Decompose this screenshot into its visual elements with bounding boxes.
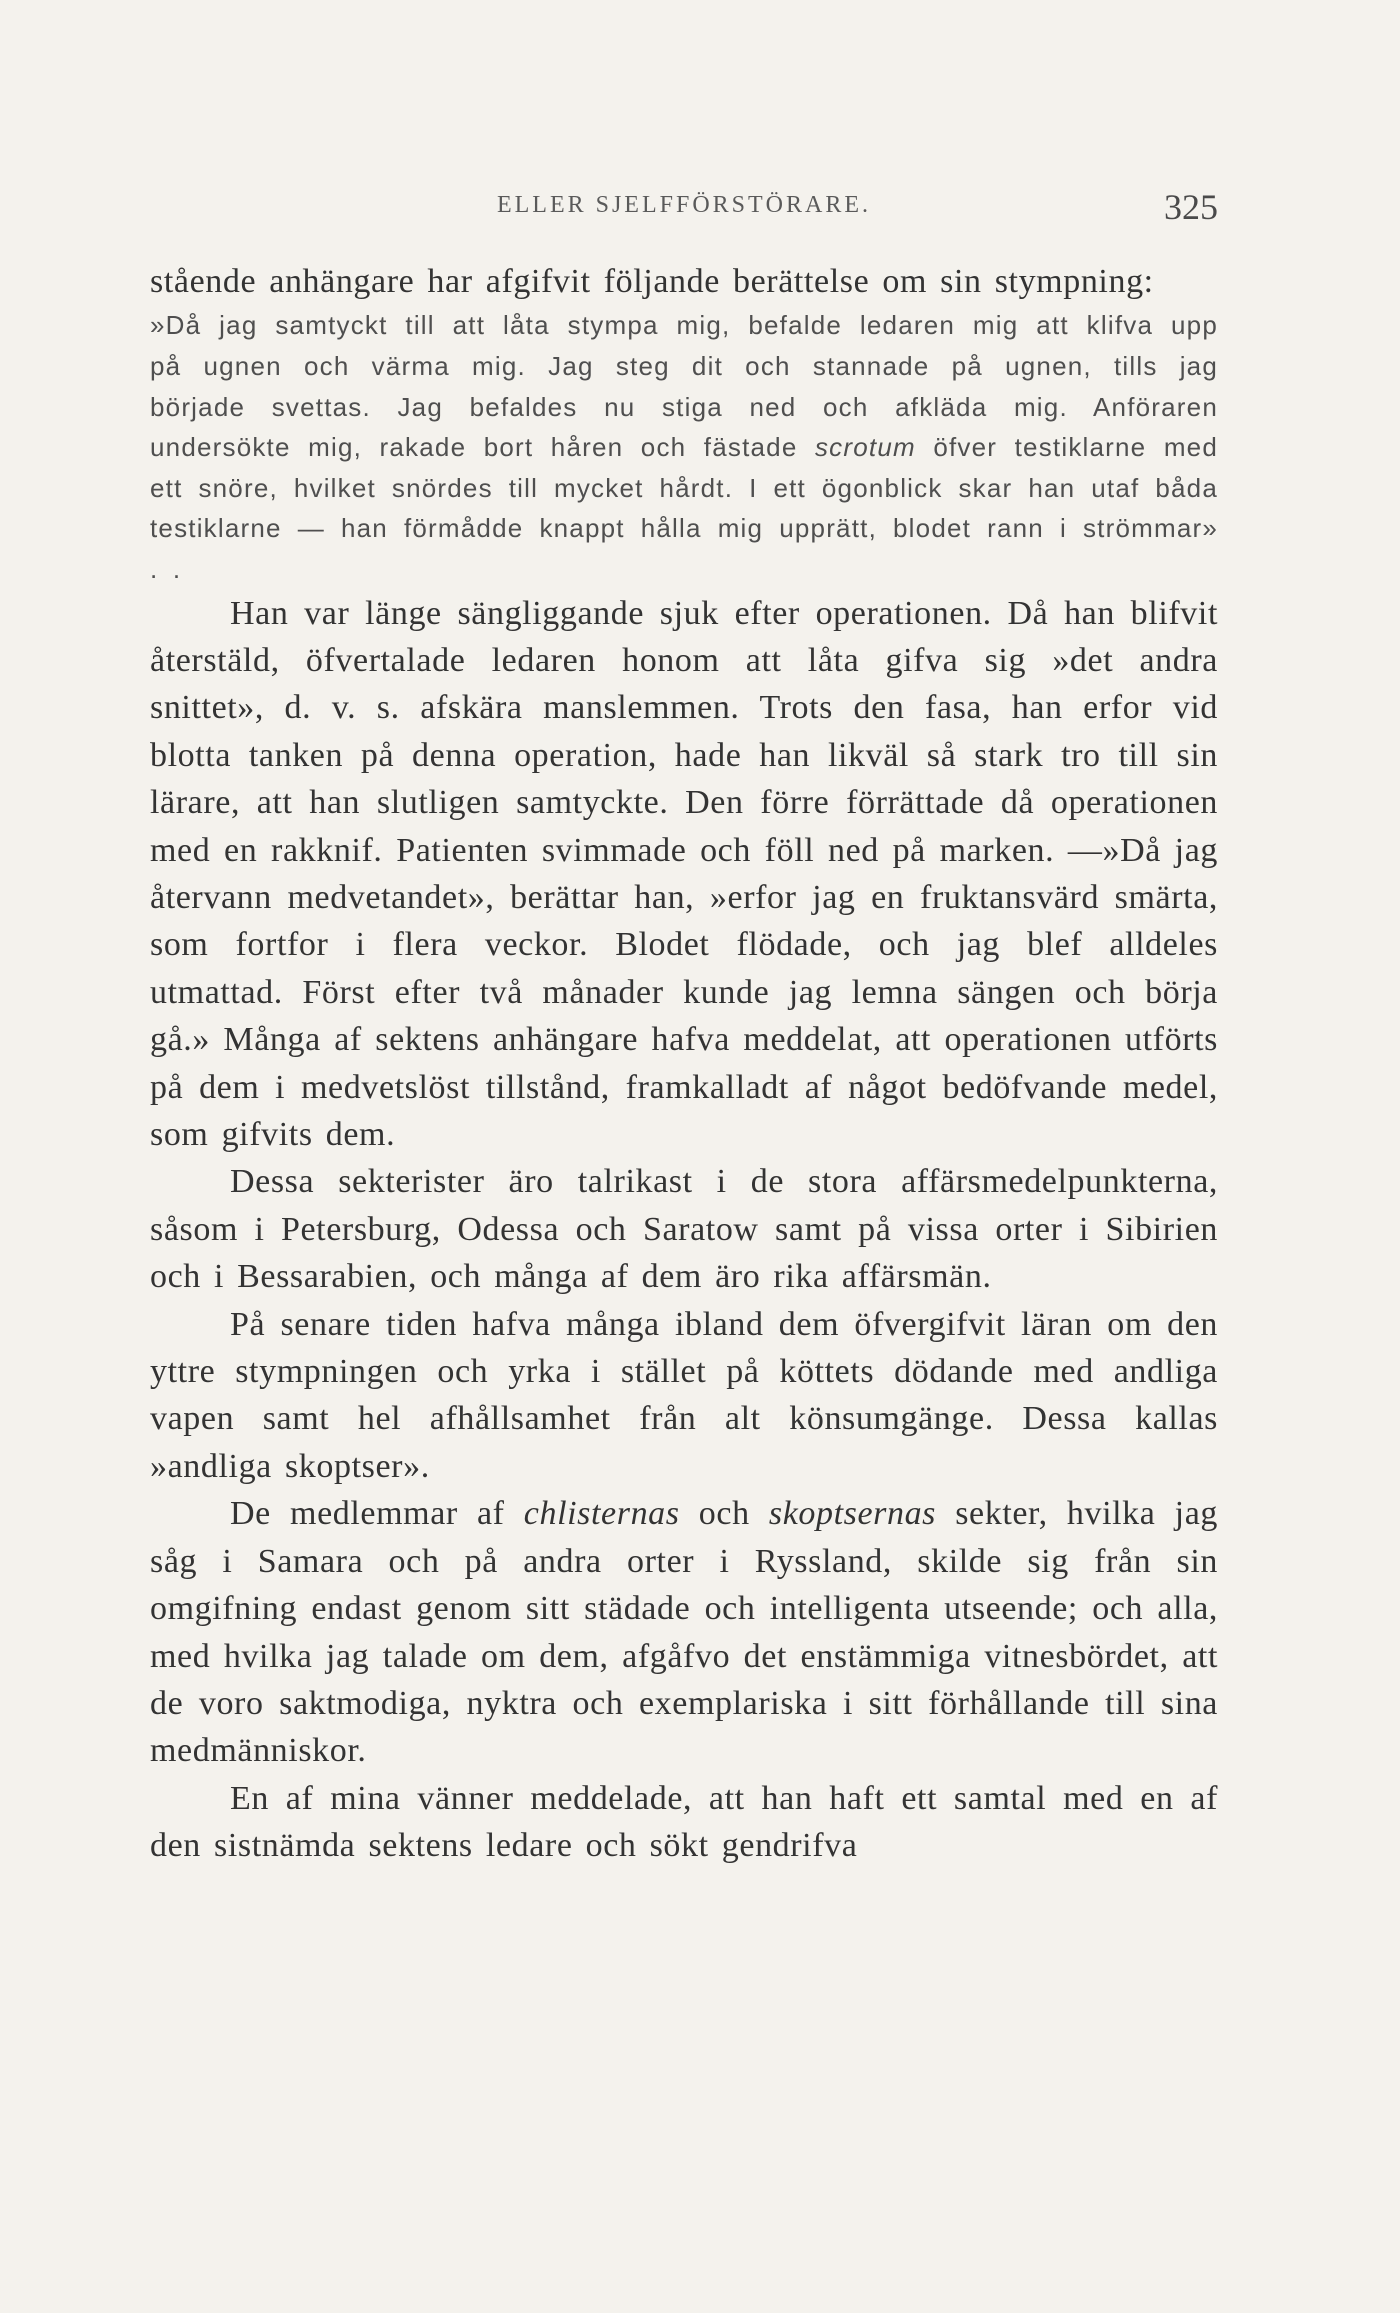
quoted-testimony: »Då jag samtyckt till att låta stympa mig, befalde ledaren mig att klifva upp på ugnen och värma mig. Jag steg dit och stannade på ugnen, tills jag började svettas. Jag befaldes nu stiga ned och afkläda mig. Anföraren undersökte mig, rakade bort håren och fästade scrotum öfver testiklarne med ett snöre, hvilket snördes till mycket hårdt. I ett ögonblick skar han utaf båda testiklarne — han förmådde knappt hålla mig upprätt, blodet rann i strömmar» . . xyxy=(150,310,1219,584)
running-head: ELLER SJELFFÖRSTÖRARE. xyxy=(496,192,872,218)
page-number: 325 xyxy=(1164,187,1218,227)
paragraph-4: På senare tiden hafva många ibland dem öfvergifvit läran om den yttre stympningen och yrka i stället på köttets dödande med andliga vapen samt hel afhållsamhet från alt könsumgänge. Dessa kallas »andliga skoptser». xyxy=(150,1305,1218,1485)
paragraph-1: stående anhängare har afgifvit följande berättelse om sin stympning: xyxy=(150,263,1154,300)
paragraph-2: Han var länge sängliggande sjuk efter operationen. Då han blifvit återstäld, öfvertalade ledaren honom att låta gifva sig »det andra snittet», d. v. s. afskära manslemmen. Trots den fasa, han erfor vid blotta tanken på denna operation, hade han likväl så stark tro till sin lärare, att han slutligen samtyckte. Den förre förrättade då operationen med en rakknif. Patienten svimmade och föll ned på marken. —»Då jag återvann medvetandet», berättar han, »erfor jag en fruktansvärd smärta, som fortfor i flera veckor. Blodet flödade, och jag blef alldeles utmattad. Först efter två månader kunde jag lemna sängen och börja gå.» Många af sektens anhängare hafva meddelat, att operationen utförts på dem i medvetslöst tillstånd, framkalladt af något bedöfvande medel, som gifvits dem. xyxy=(150,594,1218,1154)
paragraph-3: Dessa sekterister äro talrikast i de stora affärsmedelpunkterna, såsom i Petersburg, Odessa och Saratow samt på vissa orter i Sibirien och i Bessarabien, och många af dem äro rika affärsmän. xyxy=(150,1163,1218,1296)
paragraph-6: En af mina vänner meddelade, att han haft ett samtal med en af den sistnämda sektens ledare och sökt gendrifva xyxy=(150,1779,1218,1865)
page-header xyxy=(150,187,1218,236)
paragraph-5: De medlemmar af chlisternas och skoptsernas sekter, hvilka jag såg i Samara och på andra orter i Ryssland, skilde sig från sin omgifning endast genom sitt städade och intelligenta utseende; och alla, med hvilka jag talade om dem, afgåfvo det enstämmiga vitnesbördet, att de voro saktmodiga, nyktra och exemplariska i sitt förhållande till sina medmänniskor. xyxy=(150,1495,1218,1770)
body-text xyxy=(150,258,1218,1870)
